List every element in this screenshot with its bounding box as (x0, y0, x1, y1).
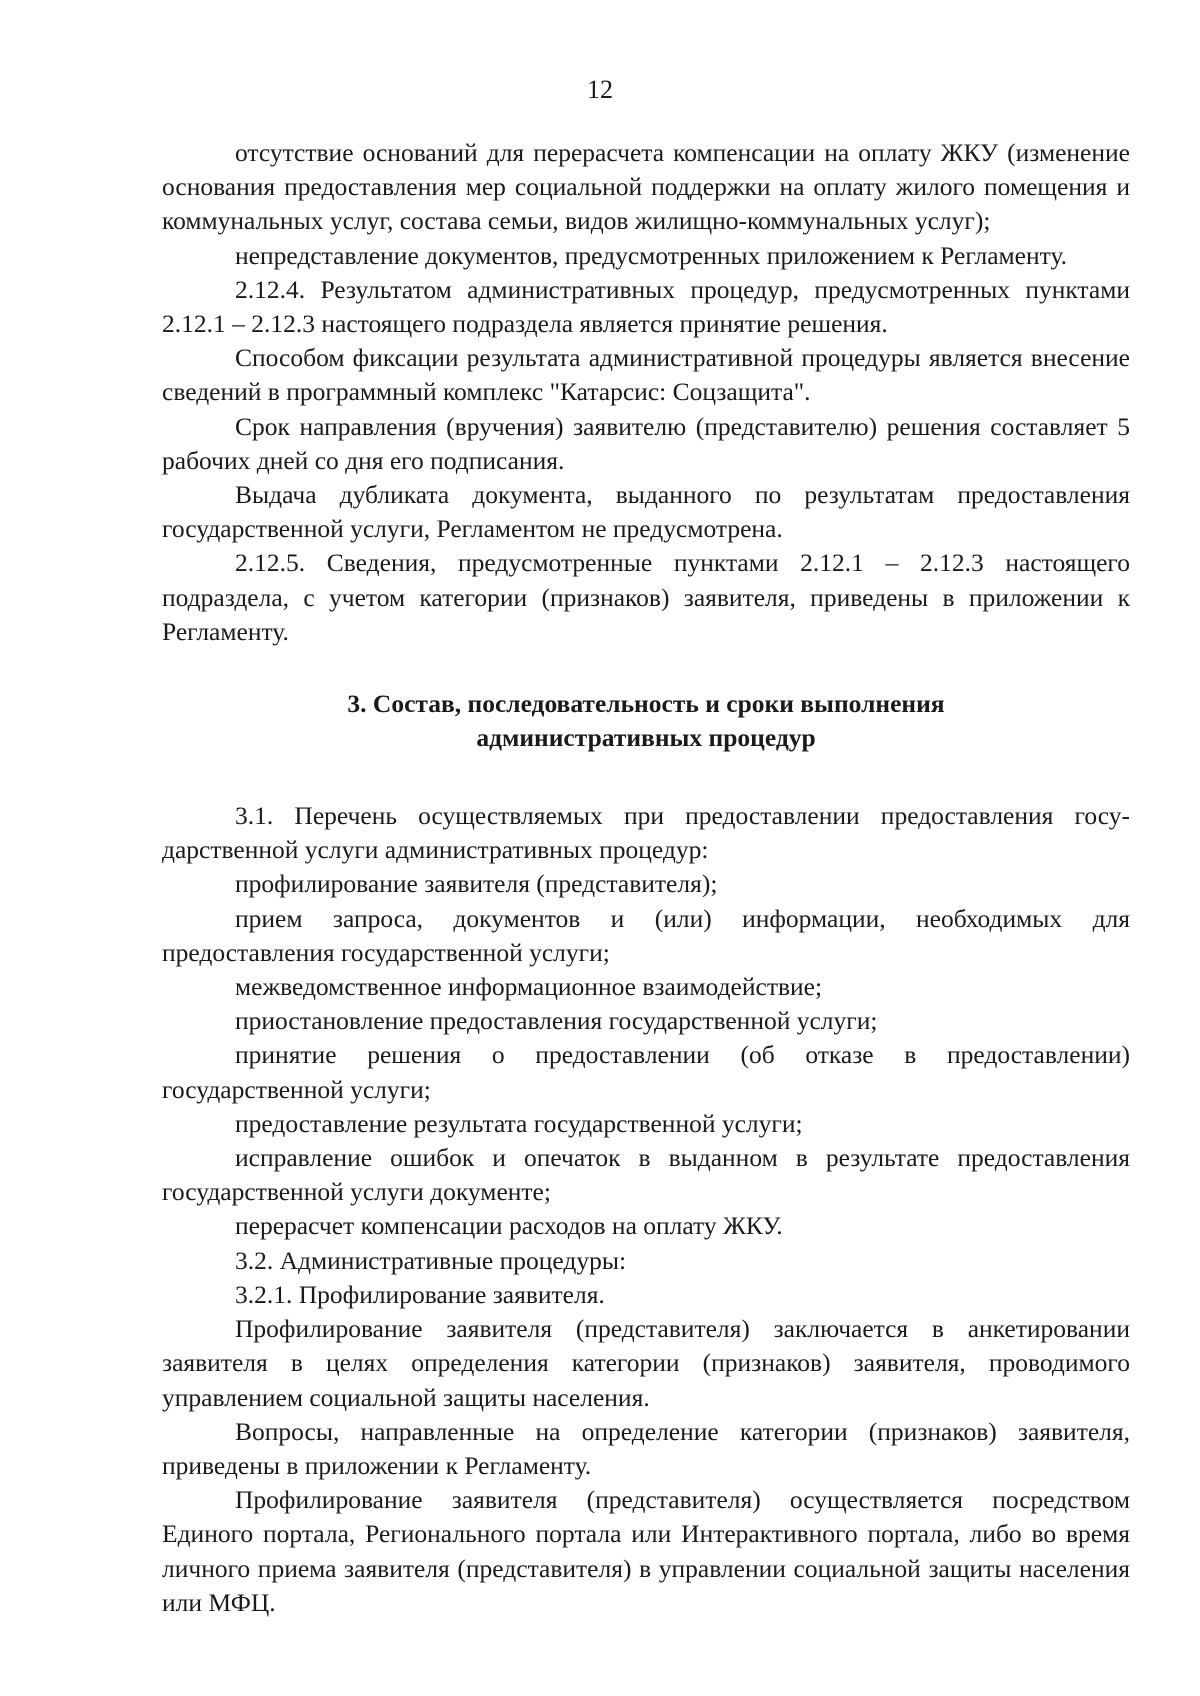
paragraph: Способом фиксации результата административной процедуры является внесение сведений в программный комплекс "Катарсис: Соцзащита". (162, 343, 1130, 407)
paragraph: Профилирование заявителя (представителя) осуществляется посредством Единого портала, Регионального портала или Интерактивного портала, либо во время личного приема заявителя (представителя) в управлении социальной защиты населения или МФЦ. (162, 1485, 1130, 1617)
list-item: принятие решения о предоставлении (об отказе в предоставлении) государственной услуги; (162, 1040, 1130, 1104)
list-item: перерасчет компенсации расходов на оплату ЖКУ. (235, 1211, 783, 1241)
page-number: 12 (587, 75, 613, 104)
list-item: профилирование заявителя (представителя); (235, 869, 718, 899)
list-item: приостановление предоставления государственной услуги; (235, 1006, 878, 1036)
paragraph: Профилирование заявителя (представителя) заключается в анкетировании заявителя в целях определения категории (признаков) заявителя, проводимого управлением социальной защиты населения. (162, 1314, 1130, 1412)
paragraph: Срок направления (вручения) заявителю (представителю) решения составляет 5 рабочих дней со дня его подписания. (162, 411, 1130, 475)
paragraph: 3.2. Административные процедуры: (235, 1245, 627, 1275)
paragraph: Выдача дубликата документа, выданного по результатам предоставления государственной услуги, Регламентом не предусмотрена. (162, 480, 1130, 544)
list-item: предоставление результата государственной услуги; (235, 1108, 803, 1138)
paragraph: 3.2.1. Профилирование заявителя. (235, 1279, 605, 1309)
section-heading-line: 3. Состав, последовательность и сроки выполнения (347, 689, 945, 719)
paragraph: 2.12.4. Результатом административных процедур, предусмотренных пунктами 2.12.1 – 2.12.3 настоящего подраздела является принятие решения. (162, 274, 1130, 339)
section-heading-line: административных процедур (476, 723, 816, 753)
list-item: исправление ошибок и опечаток в выданном в результате предоставления государственной услуги документе; (162, 1143, 1130, 1207)
paragraph: непредставление документов, предусмотренных приложением к Регламенту. (235, 240, 1068, 270)
paragraph: 3.1. Перечень осуществляемых при предоставлении предоставления государственной услуги административных процедур: (162, 801, 1130, 865)
paragraph: отсутствие оснований для перерасчета компенсации на оплату ЖКУ (изменение основания предоставления мер социальной поддержки на оплату жилого помещения и коммунальных услуг, состава семьи, видов жилищно-коммунальных услуг); (162, 138, 1130, 236)
paragraph: Вопросы, направленные на определение категории (признаков) заявителя, приведены в приложении к Регламенту. (162, 1416, 1130, 1480)
document-body (162, 136, 1130, 1620)
section-heading (162, 687, 1130, 755)
list-item: прием запроса, документов и (или) информации, необходимых для предоставления государственной услуги; (162, 903, 1130, 967)
paragraph: 2.12.5. Сведения, предусмотренные пунктами 2.12.1 – 2.12.3 настоящего подраздела, с учетом категории (признаков) заявителя, приведены в приложении к Регламенту. (162, 548, 1130, 646)
list-item: межведомственное информационное взаимодействие; (235, 972, 823, 1002)
